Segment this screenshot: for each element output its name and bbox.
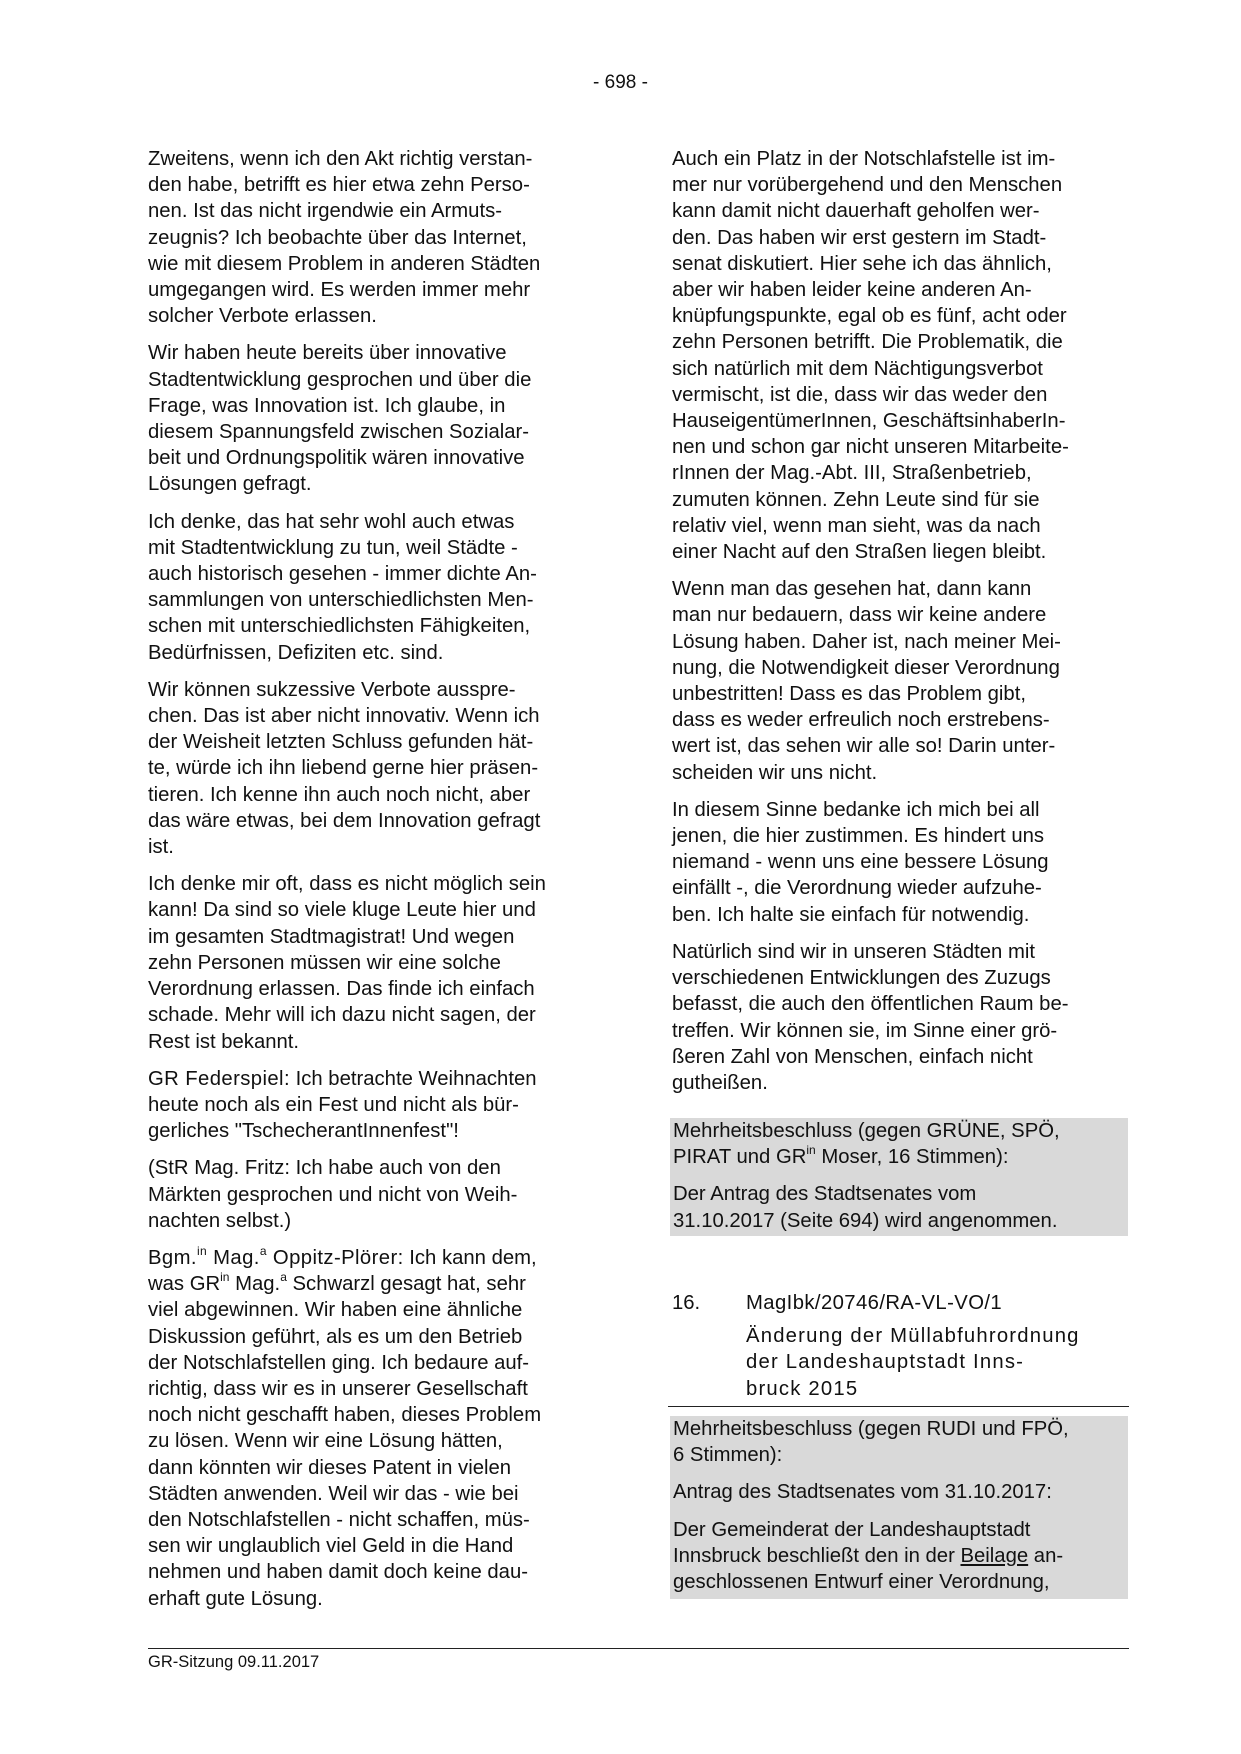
right-paragraph: Natürlich sind wir in unseren Städten mit verschiedenen Entwicklungen des Zuzugs befasst, die auch den öffentlichen Raum be- treffen. Wir können sie, im Sinne einer grö- ßeren Zahl von Menschen, einfach nicht gutheißen. (672, 940, 1069, 1094)
right-paragraph: Auch ein Platz in der Notschlafstelle ist im- mer nur vorübergehend und den Menschen kann damit nicht dauerhaft geholfen wer- den. Das haben wir erst gestern im Stadt- senat diskutiert. Hier sehe ich das ähnlich, aber wir haben leider keine anderen An- knüpfungspunkte, egal ob es fünf, acht oder zehn Personen betrifft. Die Problematik, die sich natürlich mit dem Nächtigungsverbot vermischt, ist die, dass wir das weder den HauseigentümerInnen, GeschäftsinhaberIn- nen und schon gar nicht unseren Mitarbeite- rInnen der Mag.-Abt. III, Straßenbetrieb, zumuten können. Zehn Leute sind für sie relativ viel, wenn man sieht, was da nach einer Nacht auf den Straßen liegen bleibt. (672, 148, 1069, 564)
left-paragraph: Ich denke, das hat sehr wohl auch etwas mit Stadtentwicklung zu tun, weil Städte - auch historisch gesehen - immer dichte An- sammlungen von unterschiedlichsten Men- schen mit unterschiedlichsten Fähigkeiten, Bedürfnissen, Defiziten etc. sind. (148, 510, 537, 664)
attachment-link[interactable]: Beilage (960, 1544, 1029, 1567)
left-column (148, 146, 603, 1623)
left-paragraph: Zweitens, wenn ich den Akt richtig verstan- den habe, betrifft es hier etwa zehn Perso- nen. Ist das nicht irgendwie ein Armuts- zeugnis? Ich beobachte über das Internet, wie mit diesem Problem in anderen Städten umgegangen wird. Es werden immer mehr solcher Verbote erlassen. (148, 148, 541, 328)
footer-session-date: GR-Sitzung 09.11.2017 (148, 1653, 320, 1671)
right-paragraph: In diesem Sinne bedanke ich mich bei all jenen, die hier zustimmen. Es hindert uns niemand - wenn uns eine bessere Lösung einfällt -, die Verordnung wieder aufzuhe- ben. Ich halte sie einfach für notwendig. (672, 798, 1049, 926)
speaker-name: Bgm.$^{in}$ Mag.$^a$ Oppitz-Plörer: (148, 1243, 404, 1269)
left-paragraph: Wir haben heute bereits über innovative Stadtentwicklung gesprochen und über die Frage, was Innovation ist. Ich glaube, in diesem Spannungsfeld zwischen Sozialar- beit und Ordnungspolitik wären innovative Lösungen gefragt. (148, 342, 532, 496)
agenda-number: 16. (672, 1292, 701, 1314)
agenda-divider (668, 1406, 1129, 1407)
right-paragraph: Wenn man das gesehen hat, dann kann man nur bedauern, dass wir keine andere Lösung haben. Daher ist, nach meiner Mei- nung, die Notwendigkeit dieser Verordnung unbestritten! Dass es das Problem gibt, dass es weder erfreulich noch erstrebens- wert ist, das sehen wir alle so! Darin unter- scheiden wir uns nicht. (672, 578, 1061, 784)
left-paragraph: Wir können sukzessive Verbote ausspre- chen. Das ist aber nicht innovativ. Wenn ich der Weisheit letzten Schluss gefunden hät- te, würde ich ihn liebend gerne hier präsen- tieren. Ich kenne ihn auch noch nicht, aber das wäre etwas, bei dem Innovation gefragt ist. (148, 678, 541, 859)
agenda-item-16 (672, 1290, 1127, 1402)
agenda-reference: MagIbk/20746/RA-VL-VO/1 (746, 1292, 1003, 1314)
resolution-item-16: Mehrheitsbeschluss (gegen RUDI und FPÖ, 6 Stimmen): Antrag des Stadtsenates vom 31.10.2017: Der Gemeinderat der Landeshauptstadt Innsbruck beschließt den in der Beilage an- geschlossenen Entwurf einer Verordnung, (670, 1416, 1128, 1599)
page-number: - 698 - (593, 72, 648, 93)
footer-divider (148, 1648, 1129, 1649)
speaker-name: GR Federspiel: (148, 1067, 290, 1090)
paragraph-interjection: (StR Mag. Fritz: Ich habe auch von den Märkten gesprochen und nicht von Weih- nachten selbst.) (148, 1157, 518, 1232)
left-paragraph: Ich denke mir oft, dass es nicht möglich sein kann! Da sind so viele kluge Leute hier und im gesamten Stadtmagistrat! Und wegen zehn Personen müssen wir eine solche Verordnung erlassen. Das finde ich einfach schade. Mehr will ich dazu nicht sagen, der Rest ist bekannt. (148, 873, 546, 1053)
agenda-title: Änderung der Müllabfuhrordnung der Landeshauptstadt Inns- bruck 2015 (746, 1325, 1080, 1400)
paragraph-oppitz-ploerer: Bgm.$^{in}$ Mag.$^a$ Oppitz-Plörer: Ich kann dem, was $GR^{in}$ Mag.$^a$ Schwarzl gesagt hat, sehr viel abgewinnen. Wir haben eine ähnliche Diskussion geführt, als es um den Betrieb der Notschlafstellen ging. Ich bedaure auf- richtig, dass wir es in unserer Gesellschaft noch nicht geschafft haben, dieses Problem zu lösen. Wenn wir eine Lösung hätten, dann könnten wir dieses Patent in vielen Städten anwenden. Weil wir das - wie bei den Notschlafstellen - nicht schaffen, müs- sen wir unglaublich viel Geld in die Hand nehmen und haben damit doch keine dau- erhaft gute Lösung. (148, 1243, 542, 1610)
resolution-item-15: Mehrheitsbeschluss (gegen GRÜNE, SPÖ, PIRAT und $GR^{in}$ Moser, 16 Stimmen): Der Antrag des Stadtsenates vom 31.10.2017 (Seite 694) wird angenommen. (670, 1118, 1128, 1236)
paragraph-federspiel: GR Federspiel: Ich betrachte Weihnachten heute noch als ein Fest und nicht als bür- gerliches "TschecherantInnenfest"! (148, 1067, 537, 1143)
right-column (672, 146, 1127, 1107)
